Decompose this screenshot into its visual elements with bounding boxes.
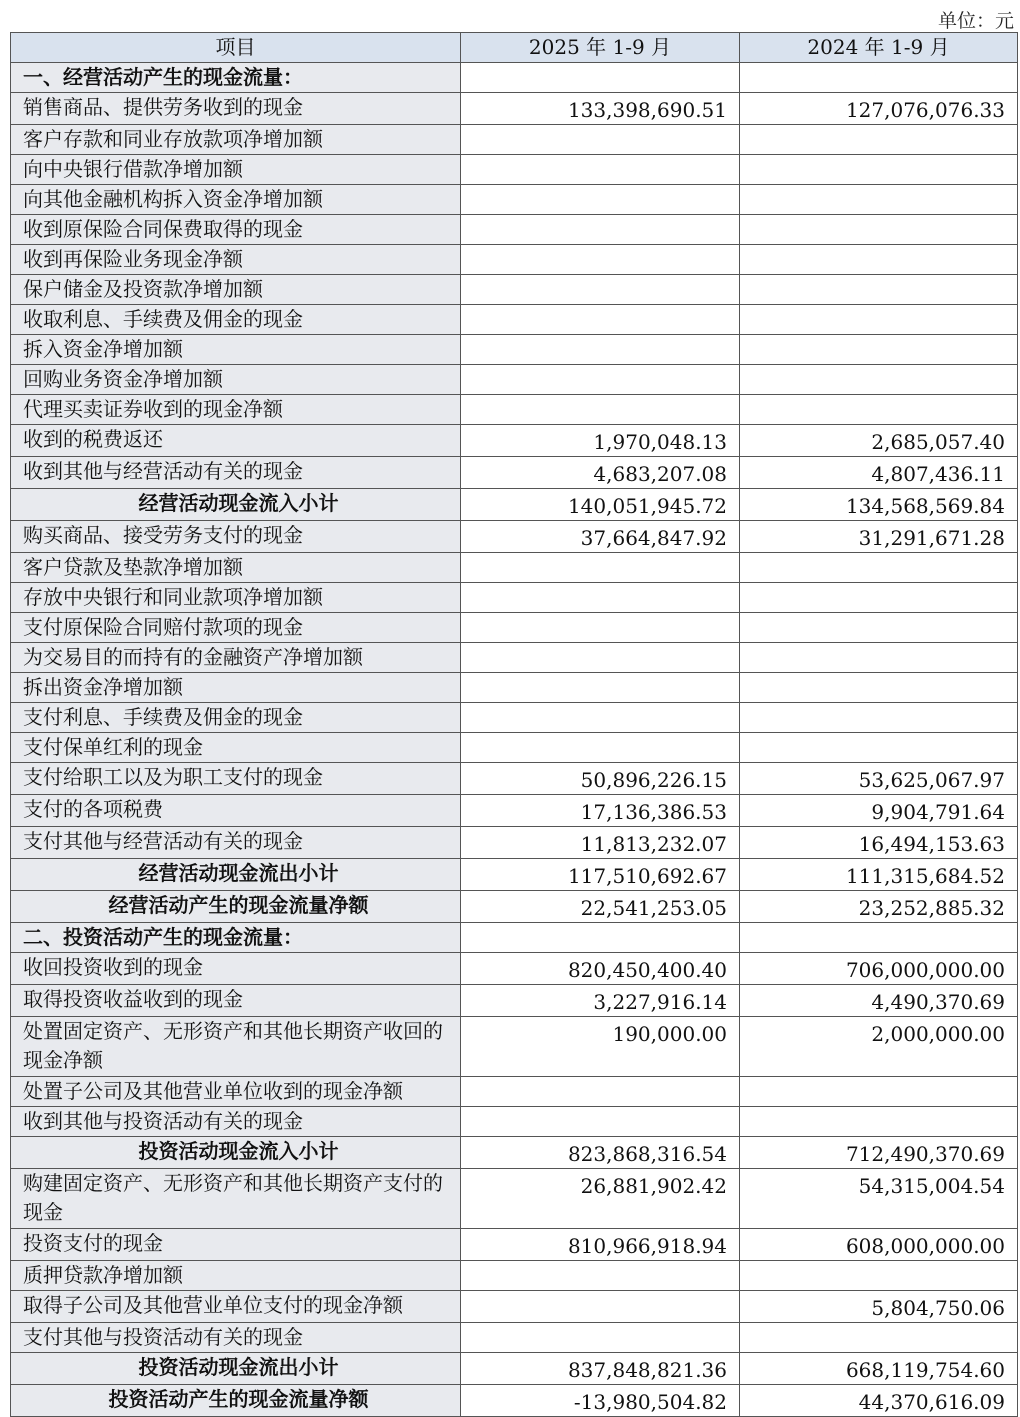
row-label: 二、投资活动产生的现金流量： xyxy=(11,923,461,953)
row-value-2025 xyxy=(461,583,740,613)
row-value-2024: 4,807,436.11 xyxy=(740,457,1018,489)
unit-label: 单位：元 xyxy=(937,10,1014,32)
table-row xyxy=(11,1353,1018,1385)
row-value-2024 xyxy=(740,1323,1018,1353)
table-row xyxy=(11,1385,1018,1417)
row-value-2025 xyxy=(461,703,740,733)
row-value-2024: 54,315,004.54 xyxy=(740,1169,1018,1229)
row-label: 向中央银行借款净增加额 xyxy=(11,155,461,185)
row-label: 经营活动产生的现金流量净额 xyxy=(11,891,461,923)
row-label: 支付利息、手续费及佣金的现金 xyxy=(11,703,461,733)
row-label: 支付的各项税费 xyxy=(11,795,461,827)
row-value-2024: 712,490,370.69 xyxy=(740,1137,1018,1169)
row-label: 购建固定资产、无形资产和其他长期资产支付的现金 xyxy=(11,1169,461,1229)
row-value-2024: 5,804,750.06 xyxy=(740,1291,1018,1323)
table-row xyxy=(11,1229,1018,1261)
row-value-2024 xyxy=(740,275,1018,305)
row-label: 取得子公司及其他营业单位支付的现金净额 xyxy=(11,1291,461,1323)
row-label: 向其他金融机构拆入资金净增加额 xyxy=(11,185,461,215)
row-label: 支付其他与投资活动有关的现金 xyxy=(11,1323,461,1353)
row-value-2025: 823,868,316.54 xyxy=(461,1137,740,1169)
row-label: 销售商品、提供劳务收到的现金 xyxy=(11,93,461,125)
row-value-2025 xyxy=(461,673,740,703)
table-row xyxy=(11,1077,1018,1107)
row-value-2025 xyxy=(461,275,740,305)
table-row xyxy=(11,1291,1018,1323)
row-label: 拆出资金净增加额 xyxy=(11,673,461,703)
row-label: 质押贷款净增加额 xyxy=(11,1261,461,1291)
row-value-2025: 190,000.00 xyxy=(461,1017,740,1077)
row-value-2024 xyxy=(740,703,1018,733)
table-row xyxy=(11,703,1018,733)
row-value-2025: 117,510,692.67 xyxy=(461,859,740,891)
row-label: 支付其他与经营活动有关的现金 xyxy=(11,827,461,859)
row-value-2024 xyxy=(740,245,1018,275)
table-row xyxy=(11,923,1018,953)
row-label: 拆入资金净增加额 xyxy=(11,335,461,365)
table-row xyxy=(11,457,1018,489)
row-label: 收回投资收到的现金 xyxy=(11,953,461,985)
table-body xyxy=(11,63,1018,1417)
row-label: 存放中央银行和同业款项净增加额 xyxy=(11,583,461,613)
row-value-2025: 4,683,207.08 xyxy=(461,457,740,489)
row-value-2025 xyxy=(461,1261,740,1291)
row-value-2024 xyxy=(740,1077,1018,1107)
row-value-2025 xyxy=(461,335,740,365)
table-row xyxy=(11,425,1018,457)
table-row xyxy=(11,521,1018,553)
row-value-2025 xyxy=(461,553,740,583)
row-label: 支付给职工以及为职工支付的现金 xyxy=(11,763,461,795)
table-row xyxy=(11,553,1018,583)
table-row xyxy=(11,859,1018,891)
row-value-2024: 668,119,754.60 xyxy=(740,1353,1018,1385)
row-value-2025: 50,896,226.15 xyxy=(461,763,740,795)
table-row xyxy=(11,245,1018,275)
row-value-2024 xyxy=(740,215,1018,245)
row-value-2025: 26,881,902.42 xyxy=(461,1169,740,1229)
row-value-2025: 820,450,400.40 xyxy=(461,953,740,985)
row-label: 投资活动现金流入小计 xyxy=(11,1137,461,1169)
row-value-2025: 140,051,945.72 xyxy=(461,489,740,521)
row-value-2025 xyxy=(461,1291,740,1323)
row-value-2025: 810,966,918.94 xyxy=(461,1229,740,1261)
table-row xyxy=(11,583,1018,613)
row-value-2025: 3,227,916.14 xyxy=(461,985,740,1017)
row-value-2024: 2,685,057.40 xyxy=(740,425,1018,457)
row-label: 支付原保险合同赔付款项的现金 xyxy=(11,613,461,643)
header-2025: 2025 年 1-9 月 xyxy=(461,33,740,63)
row-value-2024 xyxy=(740,553,1018,583)
row-label: 收取利息、手续费及佣金的现金 xyxy=(11,305,461,335)
table-row xyxy=(11,763,1018,795)
row-value-2024 xyxy=(740,365,1018,395)
row-label: 保户储金及投资款净增加额 xyxy=(11,275,461,305)
table-header-row xyxy=(11,33,1018,63)
table-row xyxy=(11,305,1018,335)
row-value-2025 xyxy=(461,1077,740,1107)
header-item: 项目 xyxy=(11,33,461,63)
table-row xyxy=(11,643,1018,673)
row-value-2024: 127,076,076.33 xyxy=(740,93,1018,125)
row-value-2024: 9,904,791.64 xyxy=(740,795,1018,827)
row-label: 投资支付的现金 xyxy=(11,1229,461,1261)
row-label: 一、经营活动产生的现金流量： xyxy=(11,63,461,93)
table-row xyxy=(11,891,1018,923)
row-value-2024 xyxy=(740,613,1018,643)
row-label: 购买商品、接受劳务支付的现金 xyxy=(11,521,461,553)
row-value-2025: 17,136,386.53 xyxy=(461,795,740,827)
row-value-2025: 1,970,048.13 xyxy=(461,425,740,457)
row-value-2024: 53,625,067.97 xyxy=(740,763,1018,795)
row-value-2025 xyxy=(461,613,740,643)
row-value-2025 xyxy=(461,365,740,395)
row-value-2025 xyxy=(461,63,740,93)
row-value-2024 xyxy=(740,185,1018,215)
row-value-2025: 37,664,847.92 xyxy=(461,521,740,553)
row-value-2025 xyxy=(461,733,740,763)
header-2024: 2024 年 1-9 月 xyxy=(740,33,1018,63)
row-value-2024 xyxy=(740,63,1018,93)
row-value-2025: 11,813,232.07 xyxy=(461,827,740,859)
table-row xyxy=(11,1017,1018,1077)
table-row xyxy=(11,953,1018,985)
row-value-2024 xyxy=(740,305,1018,335)
row-value-2024 xyxy=(740,923,1018,953)
row-value-2025 xyxy=(461,1107,740,1137)
cash-flow-table xyxy=(10,32,1018,1417)
row-value-2025 xyxy=(461,305,740,335)
table-row xyxy=(11,1169,1018,1229)
row-label: 客户存款和同业存放款项净增加额 xyxy=(11,125,461,155)
table-row xyxy=(11,673,1018,703)
row-value-2024 xyxy=(740,1261,1018,1291)
row-value-2025: 837,848,821.36 xyxy=(461,1353,740,1385)
row-value-2024 xyxy=(740,643,1018,673)
row-label: 投资活动现金流出小计 xyxy=(11,1353,461,1385)
table-row xyxy=(11,335,1018,365)
table-row xyxy=(11,613,1018,643)
row-value-2025 xyxy=(461,643,740,673)
row-label: 取得投资收益收到的现金 xyxy=(11,985,461,1017)
row-label: 处置子公司及其他营业单位收到的现金净额 xyxy=(11,1077,461,1107)
row-value-2024 xyxy=(740,335,1018,365)
row-value-2025: 133,398,690.51 xyxy=(461,93,740,125)
row-value-2025: 22,541,253.05 xyxy=(461,891,740,923)
row-label: 为交易目的而持有的金融资产净增加额 xyxy=(11,643,461,673)
row-value-2024: 111,315,684.52 xyxy=(740,859,1018,891)
table-row xyxy=(11,1323,1018,1353)
table-row xyxy=(11,827,1018,859)
table-row xyxy=(11,63,1018,93)
row-value-2024 xyxy=(740,673,1018,703)
row-value-2025: -13,980,504.82 xyxy=(461,1385,740,1417)
row-value-2024: 4,490,370.69 xyxy=(740,985,1018,1017)
row-value-2024 xyxy=(740,125,1018,155)
row-value-2025 xyxy=(461,395,740,425)
row-value-2025 xyxy=(461,155,740,185)
table-row xyxy=(11,365,1018,395)
table-row xyxy=(11,395,1018,425)
row-value-2024 xyxy=(740,155,1018,185)
row-value-2024: 2,000,000.00 xyxy=(740,1017,1018,1077)
row-value-2024: 16,494,153.63 xyxy=(740,827,1018,859)
row-label: 收到其他与投资活动有关的现金 xyxy=(11,1107,461,1137)
row-label: 客户贷款及垫款净增加额 xyxy=(11,553,461,583)
row-label: 收到的税费返还 xyxy=(11,425,461,457)
row-value-2024: 44,370,616.09 xyxy=(740,1385,1018,1417)
table-row xyxy=(11,125,1018,155)
row-value-2024 xyxy=(740,583,1018,613)
table-row xyxy=(11,985,1018,1017)
table-row xyxy=(11,733,1018,763)
row-value-2024 xyxy=(740,733,1018,763)
row-value-2024: 608,000,000.00 xyxy=(740,1229,1018,1261)
row-label: 收到其他与经营活动有关的现金 xyxy=(11,457,461,489)
row-value-2024: 23,252,885.32 xyxy=(740,891,1018,923)
row-value-2024: 31,291,671.28 xyxy=(740,521,1018,553)
table-row xyxy=(11,155,1018,185)
table-row xyxy=(11,185,1018,215)
row-value-2024: 134,568,569.84 xyxy=(740,489,1018,521)
table-row xyxy=(11,1137,1018,1169)
row-label: 经营活动现金流入小计 xyxy=(11,489,461,521)
table-row xyxy=(11,1261,1018,1291)
table-row xyxy=(11,795,1018,827)
row-label: 收到原保险合同保费取得的现金 xyxy=(11,215,461,245)
row-value-2025 xyxy=(461,1323,740,1353)
row-label: 支付保单红利的现金 xyxy=(11,733,461,763)
row-label: 处置固定资产、无形资产和其他长期资产收回的现金净额 xyxy=(11,1017,461,1077)
table-row xyxy=(11,1107,1018,1137)
table-row xyxy=(11,93,1018,125)
row-value-2025 xyxy=(461,923,740,953)
row-value-2025 xyxy=(461,185,740,215)
row-value-2025 xyxy=(461,215,740,245)
row-label: 投资活动产生的现金流量净额 xyxy=(11,1385,461,1417)
table-row xyxy=(11,215,1018,245)
row-label: 收到再保险业务现金净额 xyxy=(11,245,461,275)
table-row xyxy=(11,275,1018,305)
row-label: 经营活动现金流出小计 xyxy=(11,859,461,891)
row-label: 代理买卖证券收到的现金净额 xyxy=(11,395,461,425)
row-value-2024 xyxy=(740,395,1018,425)
row-value-2024: 706,000,000.00 xyxy=(740,953,1018,985)
row-value-2025 xyxy=(461,125,740,155)
row-value-2024 xyxy=(740,1107,1018,1137)
row-value-2025 xyxy=(461,245,740,275)
row-label: 回购业务资金净增加额 xyxy=(11,365,461,395)
table-row xyxy=(11,489,1018,521)
